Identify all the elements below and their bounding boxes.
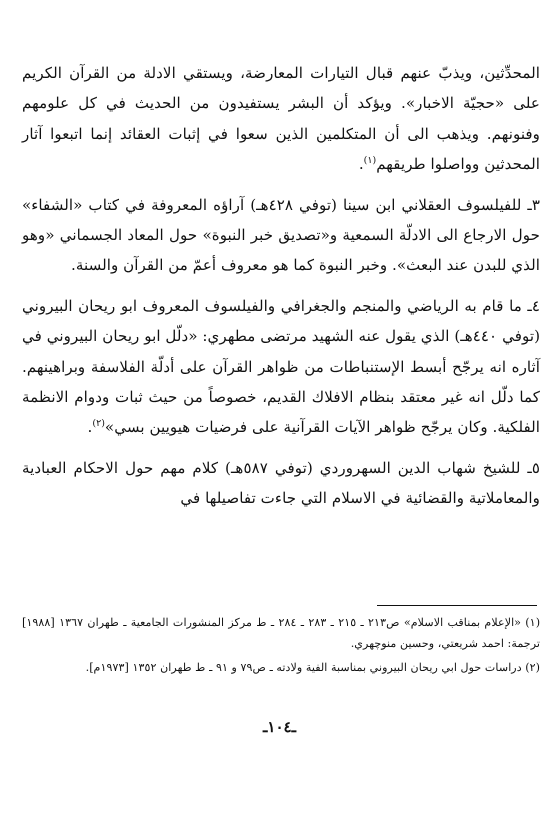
paragraph-intro (22, 58, 540, 180)
footnote-ref-1: (١) (363, 155, 377, 167)
paragraph-4-text: ٤ـ ما قام به الرياضي والمنجم والجغرافي والفيلسوف المعروف ابو ريحان البيروني (توفي ٤٤٠هـ) الذي يقول عنه الشهيد مرتضى مطهري: «دلّل ابو ريحان البيروني في آثاره انه يرجّح أبسط الإستنباطات من ظواهر القرآن على أدلّة الفلاسفة وبراهينهم. كما دلّل انه غير معتقد بنظام الافلاك القديم، خصوصاً من حيث ثبات ودوام الانظمة الفلكية. وكان يرجّح ظواهر الآيات القرآنية على فرضيات هيويين بسي» (22, 296, 540, 437)
footnotes (22, 612, 540, 681)
footnote-ref-2: (٢) (92, 418, 105, 430)
paragraph-5-text: ٥ـ للشيخ شهاب الدين السهروردي (توفي ٥٨٧هـ) كلام مهم حول الاحكام العبادية والمعاملاتية والقضائية في الاسلام التي جاءت تفاصيلها في (22, 458, 540, 508)
paragraph-3 (22, 190, 540, 281)
body-text-block (22, 58, 540, 524)
page-number: ـ١٠٤ـ (263, 718, 296, 736)
footnote-2: (٢) دراسات حول ابي ريحان البيروني بمناسبة الفية ولادته ـ ص٧٩ و ٩١ ـ ط طهران ١٣٥٢ [١٩٧٣م]. (85, 661, 540, 674)
paragraph-intro-end: . (358, 155, 364, 174)
footnote-1: (١) «الإعلام بمناقب الاسلام» ص٢١٣ ـ ٢١٥ ـ ٢٨٣ ـ ٢٨٤ ـ ط مركز المنشورات الجامعية ـ طهران ١٣٦٧ [١٩٨٨] ترجمة: احمد شريعتي، وحسين منوچهري. (22, 616, 541, 650)
paragraph-4-end: . (87, 418, 93, 437)
paragraph-intro-text: المحدِّثين، ويذبّ عنهم قبال التيارات المعارضة، ويستقي الادلة من القرآن الكريم على «حجيّة الاخبار». ويؤكد أن البشر يستفيدون من الحديث في كل علومهم وفنونهم. ويذهب الى أن المتكلمين الذين سعوا في إثبات العقائد إنما اتبعوا آثار المحدثين وواصلوا طريقهم (22, 64, 540, 174)
paragraph-3-text: ٣ـ للفيلسوف العقلاني ابن سينا (توفي ٤٢٨هـ) آراؤه المعروفة في كتاب «الشفاء» حول الارجاع الى الادلّة السمعية و«تصديق خبر النبوة» حول المعاد الجسماني «وهو الذي للبدن عند البعث». وخبر النبوة كما هو معروف أعمّ من القرآن والسنة. (22, 195, 540, 275)
paragraph-5 (22, 453, 540, 514)
paragraph-4 (22, 291, 540, 443)
footnote-divider (377, 605, 537, 606)
